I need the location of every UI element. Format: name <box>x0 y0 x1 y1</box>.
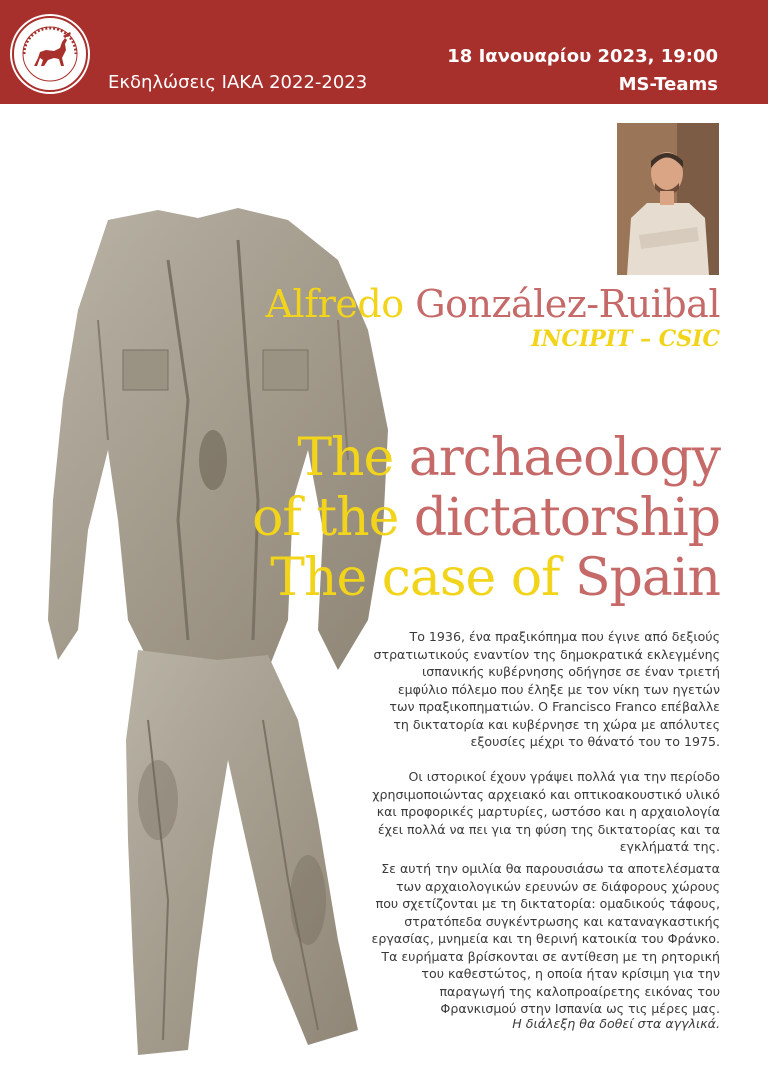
header-bar <box>0 0 768 104</box>
abstract-paragraph-2: Οι ιστορικοί έχουν γράψει πολλά για την περίοδο χρησιμοποιώντας αρχειακό και οπτικοακουστικό υλικό και προφορικές μαρτυρίες, ωστόσο και η αρχαιολογία έχει πολλά να πει για τη φύση της δικτατορίας και τα εγκλήματά της. <box>372 769 720 854</box>
abstract-paragraph-1: Το 1936, ένα πραξικόπημα που έγινε από δεξιούς στρατιωτικούς εναντίον της δημοκρατικά εκλεγμένης ισπανικής κυβέρνησης οδήγησε σε έναν τριετή εμφύλιο πόλεμο που έληξε με τον νίκη των ηγετών των πραξικοπηματιών. Ο Francisco Franco επέβαλλε τη δικτατορία και κυβέρνησε τη χώρα με απόλυτες εξουσίες μέχρι το θάνατό του το 1975. <box>373 629 720 749</box>
university-logo-icon <box>10 14 90 94</box>
speaker-affiliation: INCIPIT – CSIC <box>531 326 720 352</box>
event-platform: MS-Teams <box>618 74 718 95</box>
speaker-last-name: González-Ruibal <box>415 282 720 326</box>
speaker-portrait-image <box>617 123 719 275</box>
title-line-2 <box>252 488 720 548</box>
title-word-of-the: of the <box>252 488 399 548</box>
title-word-the-case-of: The case of <box>270 548 560 608</box>
title-word-the: The <box>297 428 394 488</box>
excavated-garment-image <box>38 200 408 1060</box>
title-line-3 <box>270 548 720 608</box>
speaker-first-name: Alfredo <box>265 282 404 326</box>
speaker-name <box>266 282 720 326</box>
title-word-archaeology: archaeology <box>408 428 720 488</box>
event-series-label: Εκδηλώσεις ΙΑΚΑ 2022-2023 <box>108 72 368 93</box>
abstract-paragraph-3: Σε αυτή την ομιλία θα παρουσιάσω τα αποτελέσματα των αρχαιολογικών ερευνών σε διάφορους χώρους που σχετίζονται με τη δικτατορία: ομαδικούς τάφους, στρατόπεδα συγκέντρωσης και καταναγκαστικής εργασίας, μνημεία και τη θερινή κατοικία του Φράνκο. Τα ευρήματα βρίσκονται σε αντίθεση με τη ρητορική του καθεστώτος, η οποία ήταν κρίσιμη για την παραγωγή της καλοπροαίρετης εικόνας του Φρανκισμού στην Ισπανία ως τις μέρες μας. <box>371 861 720 1016</box>
language-note: Η διάλεξη θα δοθεί στα αγγλικά. <box>512 1016 720 1031</box>
event-date: 18 Ιανουαρίου 2023, 19:00 <box>447 46 718 67</box>
title-line-1 <box>297 428 720 488</box>
title-word-dictatorship: dictatorship <box>413 488 720 548</box>
title-word-spain: Spain <box>574 548 720 608</box>
